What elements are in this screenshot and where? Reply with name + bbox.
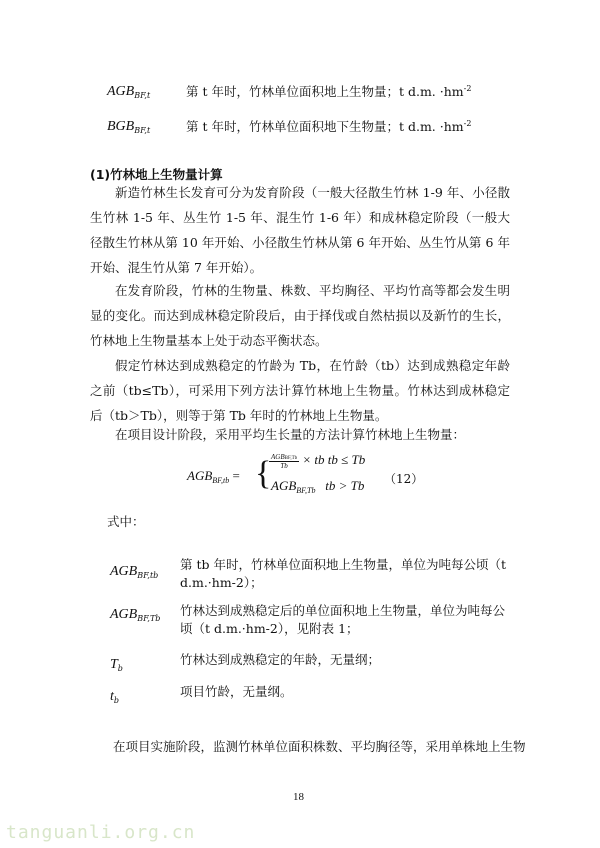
- symbol-t-upper: T: [110, 657, 118, 672]
- def-agb-bftb-mature: [110, 603, 160, 623]
- symbol-subscript: BF,t: [134, 126, 151, 135]
- superscript: -2: [463, 84, 472, 93]
- formula-lhs-subscript: BF,tb: [212, 476, 230, 485]
- def-bgb-bft: [107, 115, 150, 135]
- formula-case-2: [271, 478, 364, 495]
- def-agb-bftb-mature-text: 竹林达到成熟稳定后的单位面积地上生物量，单位为吨每公顷（t d.m.·hm-2），见附表 1；: [180, 603, 506, 636]
- definition-text: 第 t 年时，竹林单位面积地上生物量；t d.m. ·hm: [186, 84, 464, 100]
- symbol-subscript: b: [113, 696, 120, 705]
- page-number: 18: [293, 791, 304, 803]
- def-tb-upper: [110, 653, 123, 673]
- def-tb-upper-text: 竹林达到成熟稳定的年龄，无量纲；: [180, 652, 381, 667]
- paragraph-growth-stages: 新造竹林生长发育可分为发育阶段（一般大径散生竹林 1-9 年、小径散生竹林 1-5 年、丛生竹 1-5 年、混生竹 1-6 年）和成林稳定阶段（一般大径散生竹林从第 10 年开始、小径散生竹林从第 6 年开始、丛生竹从第 6 年开始、混生竹从第 7 年开始）。: [90, 185, 510, 275]
- symbol-agb: AGB: [110, 564, 138, 579]
- where-label: 式中：: [107, 514, 145, 529]
- paragraph-maturity-age: 假定竹林达到成熟稳定的竹龄为 Tb，在竹龄（tb）达到成熟稳定年龄之前（tb≤Tb），可采用下列方法计算竹林地上生物量。竹林达到成林稳定后（tb＞Tb），则等于第 Tb 年时的竹林地上生物量。: [90, 358, 510, 423]
- watermark-text: tanguanli.org.cn: [6, 822, 196, 843]
- def-agb-bftb-text: 第 tb 年时，竹林单位面积地上生物量，单位为吨每公顷（t d.m.·hm-2）；: [180, 557, 506, 590]
- def-agb-bftb: [110, 560, 158, 580]
- symbol-bgb: BGB: [107, 119, 135, 134]
- def-tb-lower-text: 项目竹龄，无量纲。: [180, 684, 293, 699]
- equation-12: [187, 450, 507, 502]
- symbol-agb: AGB: [110, 607, 138, 622]
- formula-case-2-subscript: BF,Tb: [296, 486, 316, 495]
- symbol-t-lower: t: [110, 689, 114, 704]
- paragraph-development-stage: 在发育阶段，竹林的生物量、株数、平均胸径、平均竹高等都会发生明显的变化。而达到成林稳定阶段后，由于择伐或自然枯损以及新竹的生长，竹林地上生物量基本上处于动态平衡状态。: [90, 283, 510, 348]
- def-bgb-bft-text: [186, 115, 471, 136]
- formula-lhs-symbol: AGB: [187, 468, 213, 483]
- def-agb-bft-text: [186, 80, 471, 101]
- formula-case-2-symbol: AGB: [271, 478, 297, 493]
- equation-number: （12）: [384, 472, 424, 486]
- fraction-numerator-sub: BF,Tb: [284, 455, 298, 461]
- formula-fraction: [269, 453, 299, 470]
- paragraph-implementation-stage: 在项目实施阶段，监测竹林单位面积株数、平均胸径等，采用单株地上生物: [113, 739, 526, 754]
- superscript: -2: [463, 119, 472, 128]
- symbol-subscript: BF,t: [134, 91, 151, 100]
- formula-lhs: $AGB_{BF,tb}$ =: [187, 468, 240, 485]
- formula-case-1-condition: × tb tb ≤ Tb: [302, 452, 366, 467]
- fraction-denominator: Tb: [280, 461, 288, 470]
- formula-case-1: [269, 452, 365, 470]
- def-agb-bft: [107, 80, 150, 100]
- symbol-subscript: b: [117, 664, 123, 673]
- fraction-numerator: AGB: [271, 452, 285, 461]
- formula-brace: {: [255, 455, 272, 492]
- symbol-subscript: BF,tb: [137, 571, 159, 580]
- symbol-subscript: BF,Tb: [137, 614, 161, 623]
- symbol-agb: AGB: [107, 84, 135, 99]
- def-tb-lower: [110, 685, 119, 705]
- section-heading: (1)竹林地上生物量计算: [90, 167, 223, 182]
- formula-case-2-condition: tb > Tb: [325, 478, 365, 493]
- paragraph-design-stage: 在项目设计阶段，采用平均生长量的方法计算竹林地上生物量：: [115, 427, 466, 442]
- definition-text: 第 t 年时，竹林单位面积地下生物量；t d.m. ·hm: [186, 119, 464, 135]
